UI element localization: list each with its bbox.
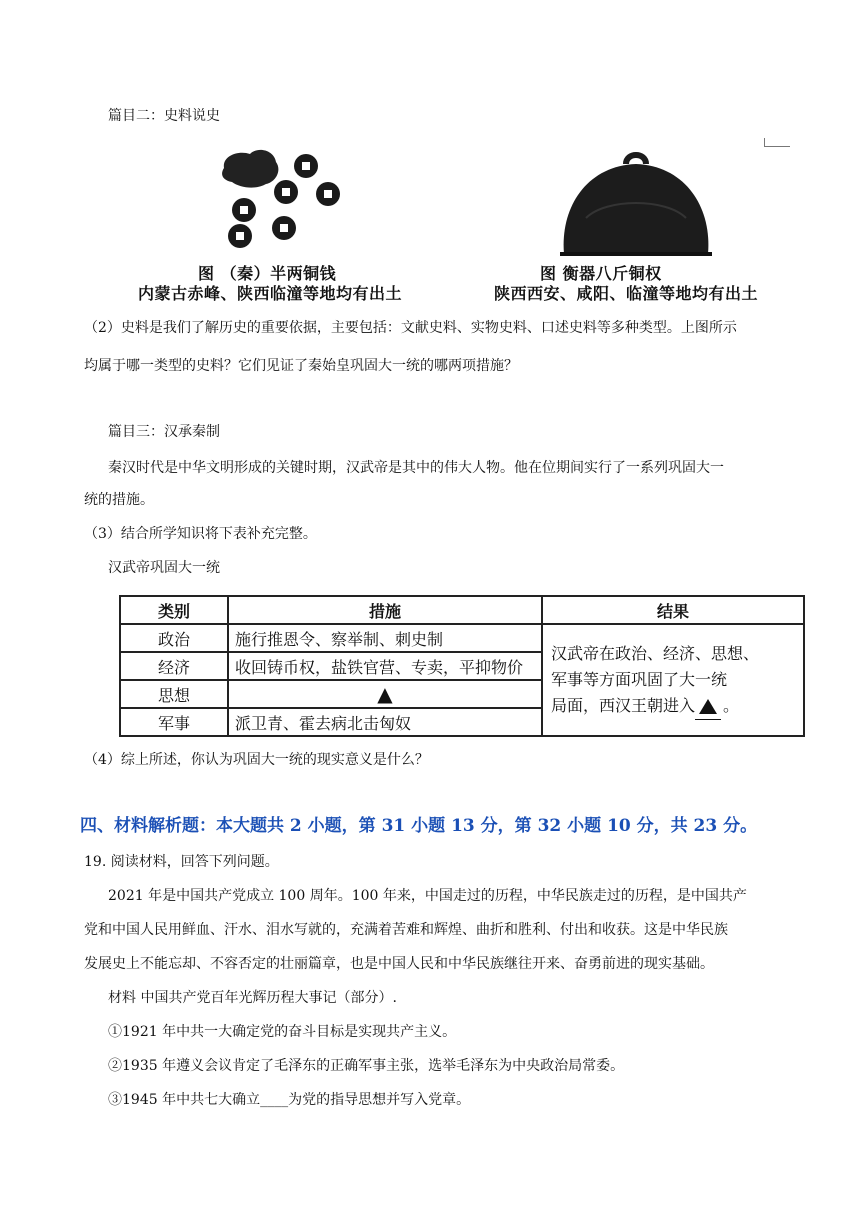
- row-measure-blank[interactable]: ▲: [228, 680, 542, 708]
- intro-line-1: 2021 年是中国共产党成立 100 周年。100 年来，中国走过的历程，中华民族走过的历程，是中国共产: [108, 888, 747, 904]
- row-measure: 派卫青、霍去病北击匈奴: [228, 708, 542, 736]
- intro-line-2: 党和中国人民用鲜血、汗水、泪水写就的，充满着苦难和辉煌、曲折和胜利、付出和收获。这是中华民族: [84, 922, 728, 938]
- triangle-icon: [699, 699, 717, 714]
- figure-left-caption-1: 图 （秦）半两铜钱: [198, 264, 337, 283]
- row-category: 政治: [120, 624, 228, 652]
- result-line-3: [551, 693, 795, 720]
- bronze-weight-image: [556, 148, 716, 260]
- table-header-row: [120, 596, 804, 624]
- half-liang-coins-image: [210, 148, 360, 260]
- section3-paragraph-line-1: 秦汉时代是中华文明形成的关键时期，汉武帝是其中的伟大人物。他在位期间实行了一系列巩固大一: [108, 460, 724, 476]
- result-line-3-text: 局面，西汉王朝进入: [551, 695, 696, 715]
- supplement-table: [119, 595, 805, 737]
- corner-mark: [764, 146, 790, 147]
- question-2-line-2: 均属于哪一类型的史料？它们见证了秦始皇巩固大一统的哪两项措施？: [84, 358, 518, 374]
- section3-title: 篇目三：汉承秦制: [108, 424, 220, 440]
- row-category: 经济: [120, 652, 228, 680]
- table-title: 汉武帝巩固大一统: [108, 560, 220, 576]
- result-line-3-end: 。: [723, 695, 740, 715]
- material-title: 材料 中国共产党百年光辉历程大事记（部分）.: [108, 990, 397, 1006]
- corner-mark-vertical: [764, 138, 765, 146]
- intro-line-3: 发展史上不能忘却、不容否定的壮丽篇章，也是中国人民和中华民族继往开来、奋勇前进的现实基础。: [84, 956, 714, 972]
- table-row: [120, 624, 804, 652]
- event-item: ②1935 年遵义会议肯定了毛泽东的正确军事主张，选举毛泽东为中央政治局常委。: [108, 1058, 625, 1074]
- header-measures: 措施: [228, 596, 542, 624]
- question-4: （4）综上所述，你认为巩固大一统的现实意义是什么？: [84, 752, 429, 768]
- figure-right-caption-2: 陕西西安、咸阳、临潼等地均有出土: [494, 284, 759, 303]
- header-result: 结果: [542, 596, 804, 624]
- question-19: 19. 阅读材料，回答下列问题。: [84, 854, 279, 870]
- result-cell: [542, 624, 804, 736]
- section2-title: 篇目二：史料说史: [108, 108, 220, 124]
- result-line-2: 军事等方面巩固了大一统: [551, 669, 728, 689]
- row-category: 军事: [120, 708, 228, 736]
- section4-heading: 四、材料解析题：本大题共 2 小题，第 31 小题 13 分，第 32 小题 10 分，共 23 分。: [80, 816, 758, 836]
- event-item: ③1945 年中共七大确立____为党的指导思想并写入党章。: [108, 1092, 471, 1108]
- question-2-line-1: （2）史料是我们了解历史的重要依据，主要包括：文献史料、实物史料、口述史料等多种类型。上图所示: [84, 320, 737, 336]
- figure-right-caption-1: 图 衡器八斤铜权: [540, 264, 662, 283]
- figure-left-caption-2: 内蒙古赤峰、陕西临潼等地均有出土: [138, 284, 403, 303]
- result-blank[interactable]: [695, 693, 721, 720]
- section3-paragraph-line-2: 统的措施。: [84, 492, 154, 508]
- row-measure: 施行推恩令、察举制、刺史制: [228, 624, 542, 652]
- header-category: 类别: [120, 596, 228, 624]
- result-line-1: 汉武帝在政治、经济、思想、: [551, 643, 760, 663]
- row-category: 思想: [120, 680, 228, 708]
- event-item: ①1921 年中共一大确定党的奋斗目标是实现共产主义。: [108, 1024, 457, 1040]
- row-measure: 收回铸币权，盐铁官营、专卖，平抑物价: [228, 652, 542, 680]
- question-3: （3）结合所学知识将下表补充完整。: [84, 526, 317, 542]
